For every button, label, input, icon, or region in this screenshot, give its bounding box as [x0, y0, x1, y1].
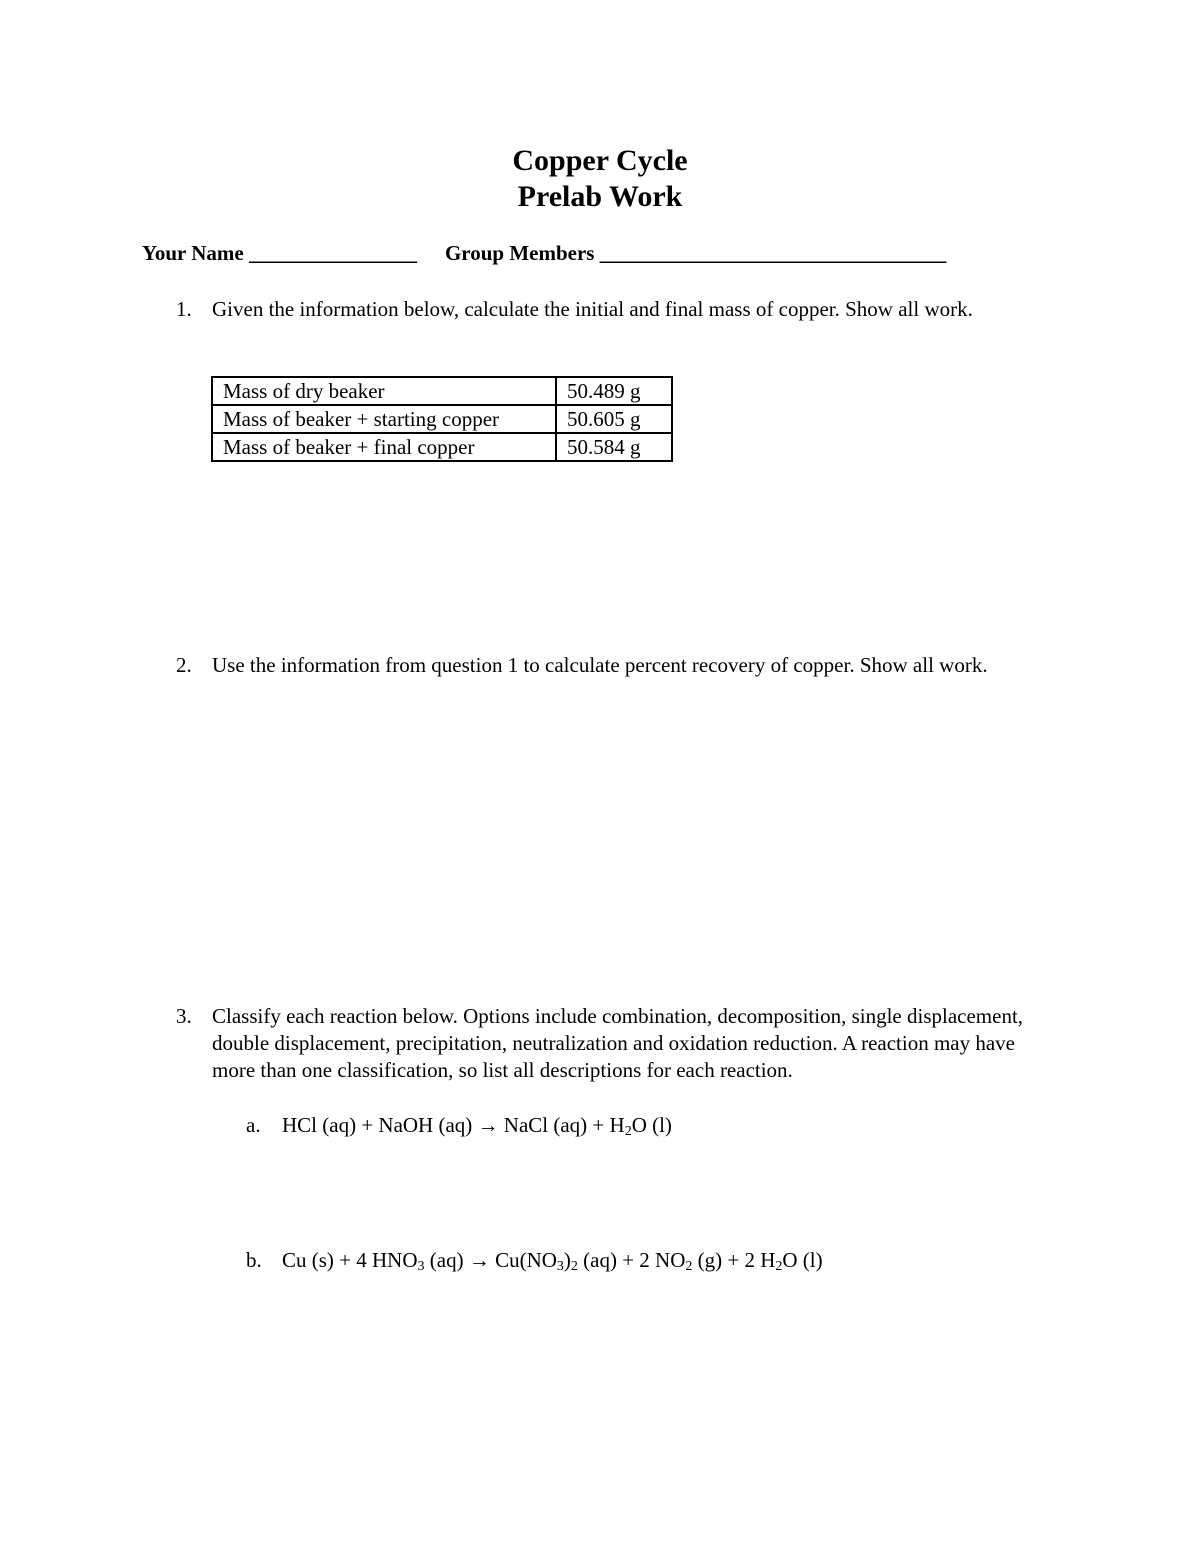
reaction-a [246, 1113, 672, 1138]
subscript: 2 [624, 1124, 632, 1139]
table-cell-label: Mass of beaker + final copper [212, 433, 556, 461]
question-number: 1. [176, 297, 192, 321]
question-2 [176, 652, 1056, 679]
page-subtitle: Prelab Work [517, 180, 683, 213]
group-members-field: Group Members _________________________________ [444, 241, 947, 265]
table-row [212, 433, 672, 461]
equation-part: Cu (s) + 4 HNO [282, 1248, 418, 1272]
reaction-letter: a. [246, 1113, 261, 1137]
table-cell-value: 50.489 g [556, 377, 672, 405]
question-3 [176, 1003, 1056, 1084]
equation-part: ) [563, 1248, 571, 1272]
table-cell-value: 50.584 g [556, 433, 672, 461]
name-line [142, 241, 946, 266]
subscript: 2 [685, 1259, 693, 1274]
question-text: Classify each reaction below. Options include combination, decomposition, single displacement, double displacement, precipitation, neutralization and oxidation reduction. A reaction may have more than one classification, so list all descriptions for each reaction. [212, 1004, 1024, 1082]
reaction-letter: b. [246, 1248, 262, 1272]
page-title: Copper Cycle [512, 144, 688, 177]
table-cell-label: Mass of beaker + starting copper [212, 405, 556, 433]
equation-part: (g) + 2 H [692, 1248, 776, 1272]
question-1 [176, 296, 1056, 323]
equation-part: (aq) + 2 NO [577, 1248, 686, 1272]
question-number: 2. [176, 653, 192, 677]
reaction-b [246, 1248, 823, 1273]
table-row [212, 377, 672, 405]
question-text: Use the information from question 1 to calculate percent recovery of copper. Show all work. [212, 653, 988, 677]
table-row [212, 405, 672, 433]
table-cell-label: Mass of dry beaker [212, 377, 556, 405]
equation-part: O (l) [782, 1248, 823, 1272]
table-cell-value: 50.605 g [556, 405, 672, 433]
your-name-field: Your Name ________________ [142, 241, 417, 265]
mass-table [211, 376, 673, 462]
subscript: 3 [556, 1259, 564, 1274]
question-text: Given the information below, calculate the initial and final mass of copper. Show all work. [212, 297, 973, 321]
subscript: 2 [775, 1259, 783, 1274]
equation-part: (aq) → Cu(NO [424, 1248, 557, 1272]
question-number: 3. [176, 1004, 192, 1028]
equation-part: O (l) [631, 1113, 672, 1137]
equation-part: HCl (aq) + NaOH (aq) → NaCl (aq) + H [282, 1113, 625, 1137]
subscript: 3 [417, 1259, 425, 1274]
subscript: 2 [570, 1259, 578, 1274]
